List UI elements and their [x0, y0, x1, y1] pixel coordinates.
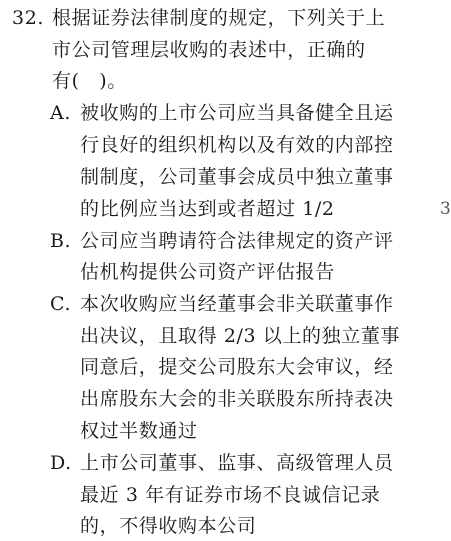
option-d-line-1: 上市公司董事、监事、高级管理人员 — [80, 452, 394, 474]
question-stem-line-3: 有( )。 — [52, 70, 127, 92]
option-a-line-2: 行良好的组织机构以及有效的内部控 — [80, 134, 394, 156]
option-a-line-3: 制制度，公司董事会成员中独立董事 — [80, 166, 394, 188]
option-a-letter: A. — [50, 102, 71, 124]
option-d-letter: D. — [50, 452, 72, 474]
option-b-letter: B. — [50, 230, 72, 252]
option-c-line-5: 权过半数通过 — [80, 420, 198, 442]
option-c-letter: C. — [50, 293, 72, 315]
option-a-line-1: 被收购的上市公司应当具备健全且运 — [80, 102, 394, 124]
option-d-line-2: 最近 3 年有证券市场不良诚信记录 — [80, 484, 381, 506]
question-stem-line-1: 根据证券法律制度的规定，下列关于上 — [52, 7, 386, 29]
option-b-line-1: 公司应当聘请符合法律规定的资产评 — [80, 230, 394, 252]
cropped-margin-character: 3 — [440, 199, 451, 219]
option-c-line-3: 同意后，提交公司股东大会审议，经 — [80, 356, 394, 378]
question-stem-line-2: 市公司管理层收购的表述中，正确的 — [52, 39, 366, 61]
option-c-line-1: 本次收购应当经董事会非关联董事作 — [80, 293, 394, 315]
option-c-line-4: 出席股东大会的非关联股东所持表决 — [80, 388, 394, 410]
option-c-line-2: 出决议，且取得 2/3 以上的独立董事 — [80, 325, 401, 347]
option-a-line-4: 的比例应当达到或者超过 1/2 — [80, 198, 335, 220]
option-d-line-3: 的，不得收购本公司 — [80, 515, 257, 537]
question-number: 32. — [12, 7, 45, 29]
option-b-line-2: 估机构提供公司资产评估报告 — [80, 261, 335, 283]
